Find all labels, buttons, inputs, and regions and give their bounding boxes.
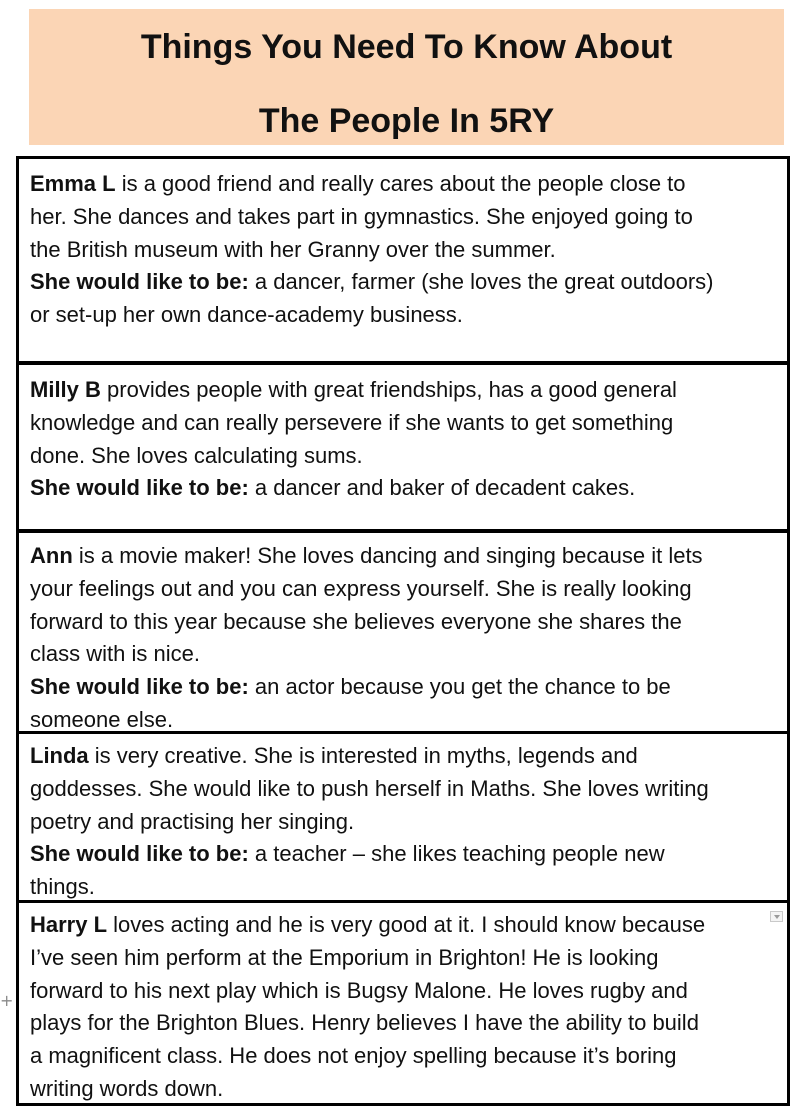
goal-line: things. — [30, 874, 95, 900]
goal-line: She would like to be: a teacher – she likes teaching people new — [30, 841, 665, 867]
profiles-table — [16, 156, 790, 1106]
goal-line: She would like to be: a dancer and baker of decadent cakes. — [30, 475, 636, 501]
goal-label: She would like to be: — [30, 841, 249, 867]
add-row-plus-icon[interactable]: + — [0, 991, 14, 1010]
profile-line: forward to this year because she believes everyone she shares the — [30, 608, 682, 634]
profile-line: forward to his next play which is Bugsy Malone. He loves rugby and — [30, 977, 688, 1003]
goal-line: someone else. — [30, 706, 174, 732]
profile-line: Ann is a movie maker! She loves dancing and singing because it lets — [30, 543, 703, 568]
goal-label: She would like to be: — [30, 269, 249, 295]
page-title-line-2: The People In 5RY — [258, 102, 555, 140]
profile-line: writing words down. — [30, 1075, 224, 1101]
profile-row-linda[interactable] — [19, 734, 787, 903]
profile-line: I’ve seen him perform at the Emporium in Brighton! He is looking — [30, 944, 659, 970]
student-name: Ann — [30, 543, 73, 568]
profile-row-harry[interactable] — [19, 903, 787, 1106]
page-title-line-1: Things You Need To Know About — [140, 28, 673, 66]
student-name: Emma L — [30, 171, 116, 196]
profile-line: class with is nice. — [30, 641, 200, 667]
goal-line: She would like to be: an actor because you get the chance to be — [30, 674, 671, 700]
student-name: Milly B — [30, 377, 101, 402]
profile-line: Harry L loves acting and he is very good at it. I should know because — [30, 912, 706, 937]
goal-line: or set-up her own dance-academy business. — [30, 302, 463, 328]
profile-line: poetry and practising her singing. — [30, 808, 355, 834]
profile-line: Linda is very creative. She is interested in myths, legends and — [30, 743, 638, 768]
profile-row-ann[interactable] — [19, 533, 787, 734]
profile-line: knowledge and can really persevere if she wants to get something — [30, 409, 674, 435]
goal-label: She would like to be: — [30, 674, 249, 700]
profile-line: the British museum with her Granny over the summer. — [30, 236, 556, 262]
goal-line: She would like to be: a dancer, farmer (she loves the great outdoors) — [30, 269, 714, 295]
profile-row-milly[interactable] — [19, 365, 787, 533]
goal-label: She would like to be: — [30, 475, 249, 501]
profile-line: done. She loves calculating sums. — [30, 442, 363, 468]
title-banner — [29, 9, 784, 145]
profile-line: her. She dances and takes part in gymnastics. She enjoyed going to — [30, 203, 693, 229]
profile-line: Emma L is a good friend and really cares about the people close to — [30, 171, 686, 196]
profile-line: your feelings out and you can express yourself. She is really looking — [30, 575, 692, 601]
profile-line: Milly B provides people with great friendships, has a good general — [30, 377, 677, 402]
student-name: Linda — [30, 743, 89, 768]
student-name: Harry L — [30, 912, 108, 937]
profile-line: plays for the Brighton Blues. Henry believes I have the ability to build — [30, 1010, 699, 1036]
profile-row-emma[interactable] — [19, 159, 787, 365]
profile-line: a magnificent class. He does not enjoy spelling because it’s boring — [30, 1043, 677, 1069]
profile-line: goddesses. She would like to push herself in Maths. She loves writing — [30, 775, 709, 801]
cell-dropdown-icon[interactable] — [770, 911, 783, 922]
